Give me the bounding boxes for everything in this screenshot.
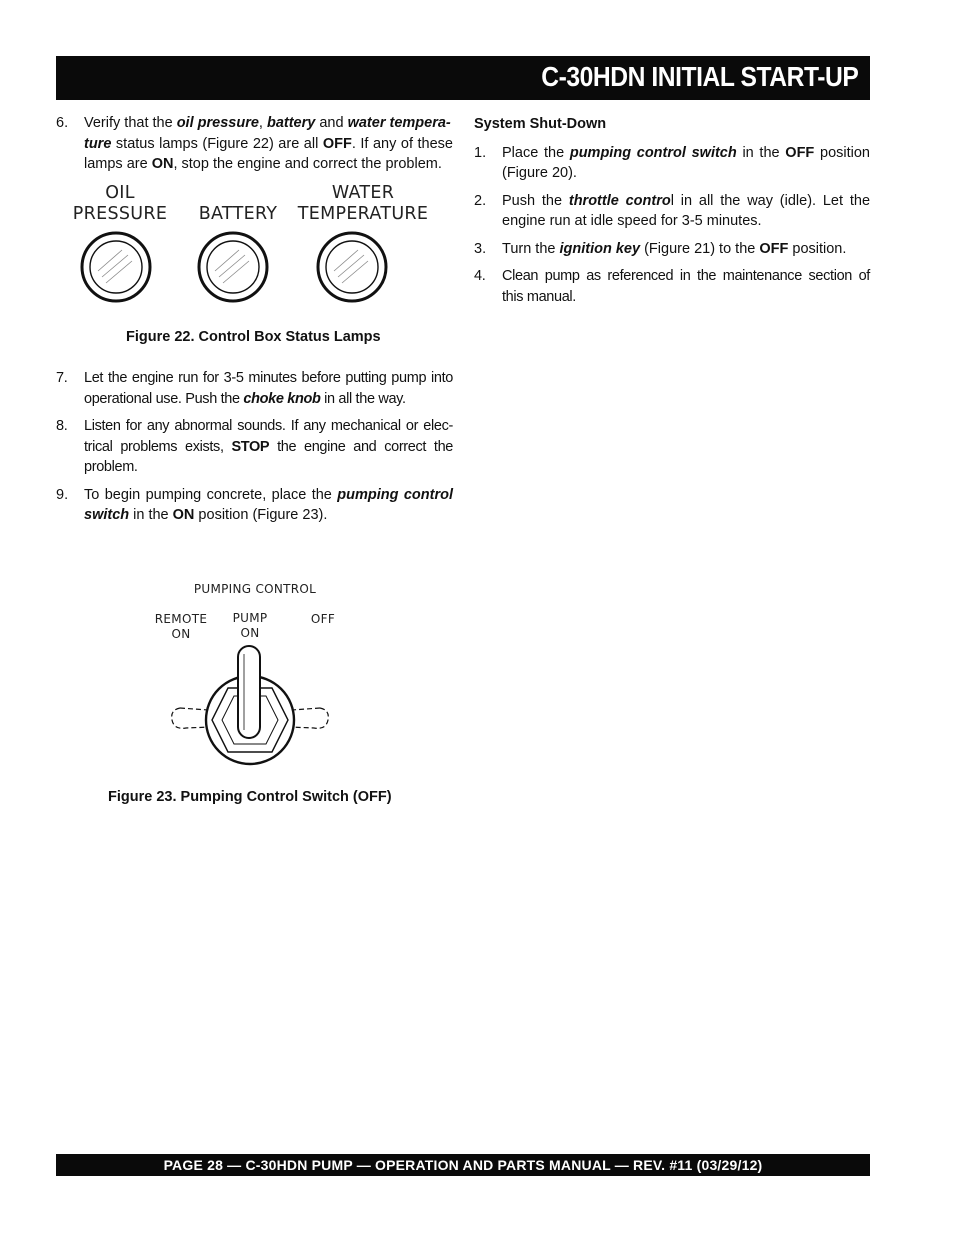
switch-label-remote: REMOTE	[154, 612, 208, 626]
item-number: 3.	[474, 240, 487, 257]
item-number: 2.	[474, 192, 487, 209]
item-text: the engine and correct the problem.	[84, 438, 453, 475]
item-text: position (Figure 20).	[502, 144, 870, 181]
item-text: in all the way.	[320, 390, 406, 407]
figure-22-caption: Figure 22. Control Box Status Lamps	[126, 329, 381, 345]
figure-23-caption: Figure 23. Pumping Control Switch (OFF)	[108, 789, 392, 805]
footer-bar	[56, 1154, 870, 1176]
emphasis-throttle-control: throttle contro	[568, 192, 671, 209]
item-text: To begin pumping concrete, place the	[84, 486, 338, 503]
item-text: status lamps (Figure 22) are all	[111, 135, 323, 152]
switch-label-off: OFF	[310, 612, 336, 626]
lamp-label-battery: BATTERY	[198, 204, 278, 224]
item-text: . If any of these lamps are	[84, 135, 453, 172]
item-text: Listen for any abnormal sounds. If any mechanical or elec-trical problems exists,	[84, 418, 453, 455]
list-item-9	[56, 485, 453, 526]
emphasis-on: ON	[172, 507, 195, 523]
emphasis-stop: STOP	[231, 438, 270, 455]
item-text: Clean pump as referenced in the maintenance section of this manual.	[502, 268, 870, 305]
item-text: in the	[736, 144, 786, 161]
list-item-7	[56, 368, 453, 409]
item-text: Let the engine run for 3-5 minutes before putting pump into operational use. Push the	[84, 370, 453, 407]
item-text: in the	[129, 507, 173, 523]
switch-title: PUMPING CONTROL	[193, 582, 317, 596]
item-number: 7.	[56, 370, 68, 386]
item-text: ,	[258, 115, 267, 131]
lamp-battery-icon	[199, 233, 267, 301]
status-lamps-illustration	[70, 225, 400, 310]
switch-label-pump-on: ON	[240, 626, 260, 640]
footer-text: PAGE 28 — C-30HDN PUMP — OPERATION AND PARTS MANUAL — REV. #11 (03/29/12)	[163, 1157, 763, 1173]
item-number: 1.	[474, 144, 487, 161]
lamp-water-temperature-icon	[318, 233, 386, 301]
item-text: , stop the engine and correct the problem.	[173, 156, 442, 172]
page-title: C-30HDN INITIAL START-UP	[540, 61, 858, 92]
left-column-lower	[56, 368, 453, 533]
emphasis-battery: battery	[266, 115, 316, 131]
emphasis-oil-pressure: oil pressure	[176, 115, 259, 131]
list-item-1	[474, 143, 870, 184]
item-text: position.	[788, 240, 847, 257]
item-text: position (Figure 23).	[194, 507, 328, 523]
list-item-6	[56, 113, 453, 175]
pumping-control-switch-illustration	[160, 640, 340, 770]
item-text: and	[315, 115, 348, 131]
lamp-label-oil: OIL	[105, 183, 135, 203]
emphasis-choke-knob: choke knob	[243, 390, 321, 407]
lamp-oil-pressure-icon	[82, 233, 150, 301]
emphasis-on: ON	[151, 156, 174, 172]
item-text: l in all the way (idle). Let the engine run at idle speed for 3-5 minutes.	[502, 192, 871, 229]
item-number: 6.	[56, 115, 69, 131]
emphasis-water-temperature: water tempera-	[347, 115, 451, 131]
right-column	[474, 114, 870, 314]
list-item-4	[474, 266, 870, 307]
emphasis-off: OFF	[785, 144, 815, 161]
list-item-3	[474, 239, 870, 260]
item-number: 4.	[474, 268, 486, 284]
header-bar	[56, 56, 870, 100]
section-heading: System Shut-Down	[474, 116, 607, 132]
emphasis-off: OFF	[759, 240, 789, 257]
emphasis-off: OFF	[322, 135, 352, 152]
switch-label-remote-on: ON	[171, 627, 191, 641]
left-column	[56, 113, 453, 182]
switch-label-pump: PUMP	[232, 611, 268, 625]
emphasis-water-temperature-cont: ture	[84, 135, 112, 152]
list-item-2	[474, 191, 870, 232]
emphasis-pumping-control-switch: pumping control switch	[84, 486, 453, 523]
item-number: 9.	[56, 486, 69, 503]
list-item-8	[56, 416, 453, 478]
item-text: Push the	[502, 192, 569, 209]
item-text: (Figure 21) to the	[640, 240, 760, 257]
item-text: Place the	[502, 144, 570, 161]
lamp-label-pressure: PRESSURE	[72, 204, 168, 224]
lamp-label-water: WATER	[331, 183, 395, 203]
emphasis-ignition-key: ignition key	[559, 240, 641, 257]
item-text: Turn the	[502, 240, 560, 257]
emphasis-pumping-control-switch: pumping control switch	[569, 144, 737, 161]
item-number: 8.	[56, 418, 68, 434]
lamp-label-temperature: TEMPERATURE	[297, 204, 429, 224]
item-text: Verify that the	[84, 115, 177, 131]
